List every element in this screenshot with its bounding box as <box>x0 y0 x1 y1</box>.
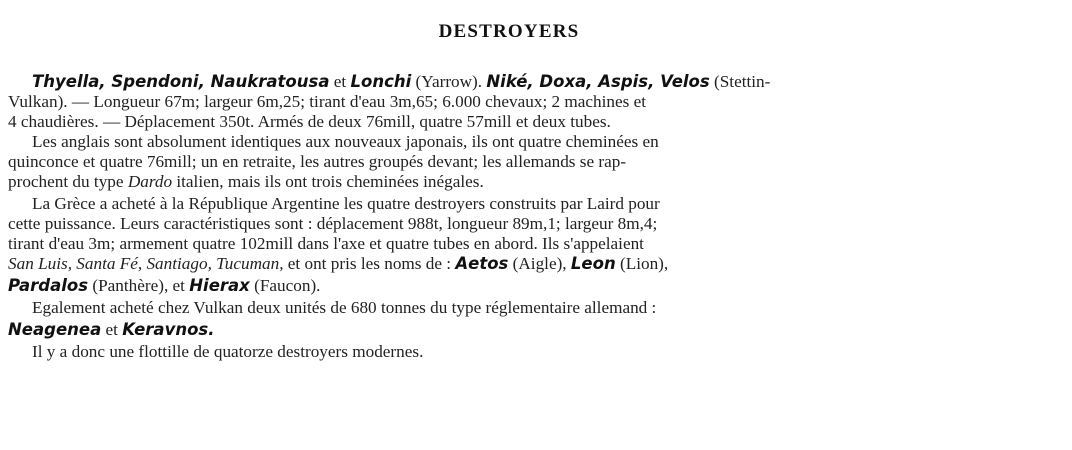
text-run: italien, mais ils ont trois cheminées inégales. <box>176 172 484 191</box>
builder: (Yarrow). <box>415 72 483 91</box>
ship-name: Hierax <box>189 276 250 295</box>
p1-line-1 <box>32 72 770 92</box>
text-run: et ont pris les noms de : <box>287 254 452 273</box>
ship-type: Dardo <box>127 172 173 191</box>
p3-line-5 <box>8 276 320 296</box>
translation: (Aigle), <box>512 254 567 273</box>
former-ship-names: San Luis, Santa Fé, Santiago, Tucuman, <box>8 254 284 273</box>
p3-line-2: cette puissance. Leurs caractéristiques sont : déplacement 988t, longueur 89m,1; largeur 8m,4; <box>8 214 658 233</box>
p3-line-3: tirant d'eau 3m; armement quatre 102mill dans l'axe et quatre tubes en abord. Ils s'appelaient <box>8 234 644 253</box>
ship-name: Neagenea <box>8 320 102 339</box>
p2-line-2: quinconce et quatre 76mill; un en retraite, les autres groupés devant; les allemands se rap- <box>8 152 627 171</box>
builder: (Stettin- <box>714 72 771 91</box>
section-title: DESTROYERS <box>438 21 580 42</box>
p4-line-2 <box>8 320 215 340</box>
ship-name: Pardalos <box>8 276 89 295</box>
p3-line-1: La Grèce a acheté à la République Argentine les quatre destroyers construits par Laird pour <box>32 194 660 213</box>
ship-names: Thyella, Spendoni, Naukratousa <box>32 72 330 91</box>
ship-name: Keravnos. <box>122 320 215 339</box>
ship-name: Lonchi <box>350 72 412 91</box>
p1-line-2: Vulkan). — Longueur 67m; largeur 6m,25; tirant d'eau 3m,65; 6.000 chevaux; 2 machines et <box>8 92 647 111</box>
translation: (Panthère), et <box>92 276 185 295</box>
p1-line-3: 4 chaudières. — Déplacement 350t. Armés de deux 76mill, quatre 57mill et deux tubes. <box>8 112 611 131</box>
ship-names: Niké, Doxa, Aspis, Velos <box>486 72 710 91</box>
p4-line-1: Egalement acheté chez Vulkan deux unités de 680 tonnes du type réglementaire allemand : <box>32 298 657 317</box>
ship-name: Leon <box>570 254 616 273</box>
conjunction: et <box>105 320 118 339</box>
p2-line-1: Les anglais sont absolument identiques aux nouveaux japonais, ils ont quatre cheminées en <box>32 132 659 151</box>
ship-name: Aetos <box>455 254 509 273</box>
conjunction: et <box>333 72 347 91</box>
text-run: prochent du type <box>8 172 124 191</box>
translation: (Faucon). <box>254 276 321 295</box>
p3-line-4 <box>8 254 668 274</box>
translation: (Lion), <box>620 254 669 273</box>
p2-line-3 <box>8 172 484 192</box>
p5-line-1: Il y a donc une flottille de quatorze destroyers modernes. <box>32 342 424 361</box>
